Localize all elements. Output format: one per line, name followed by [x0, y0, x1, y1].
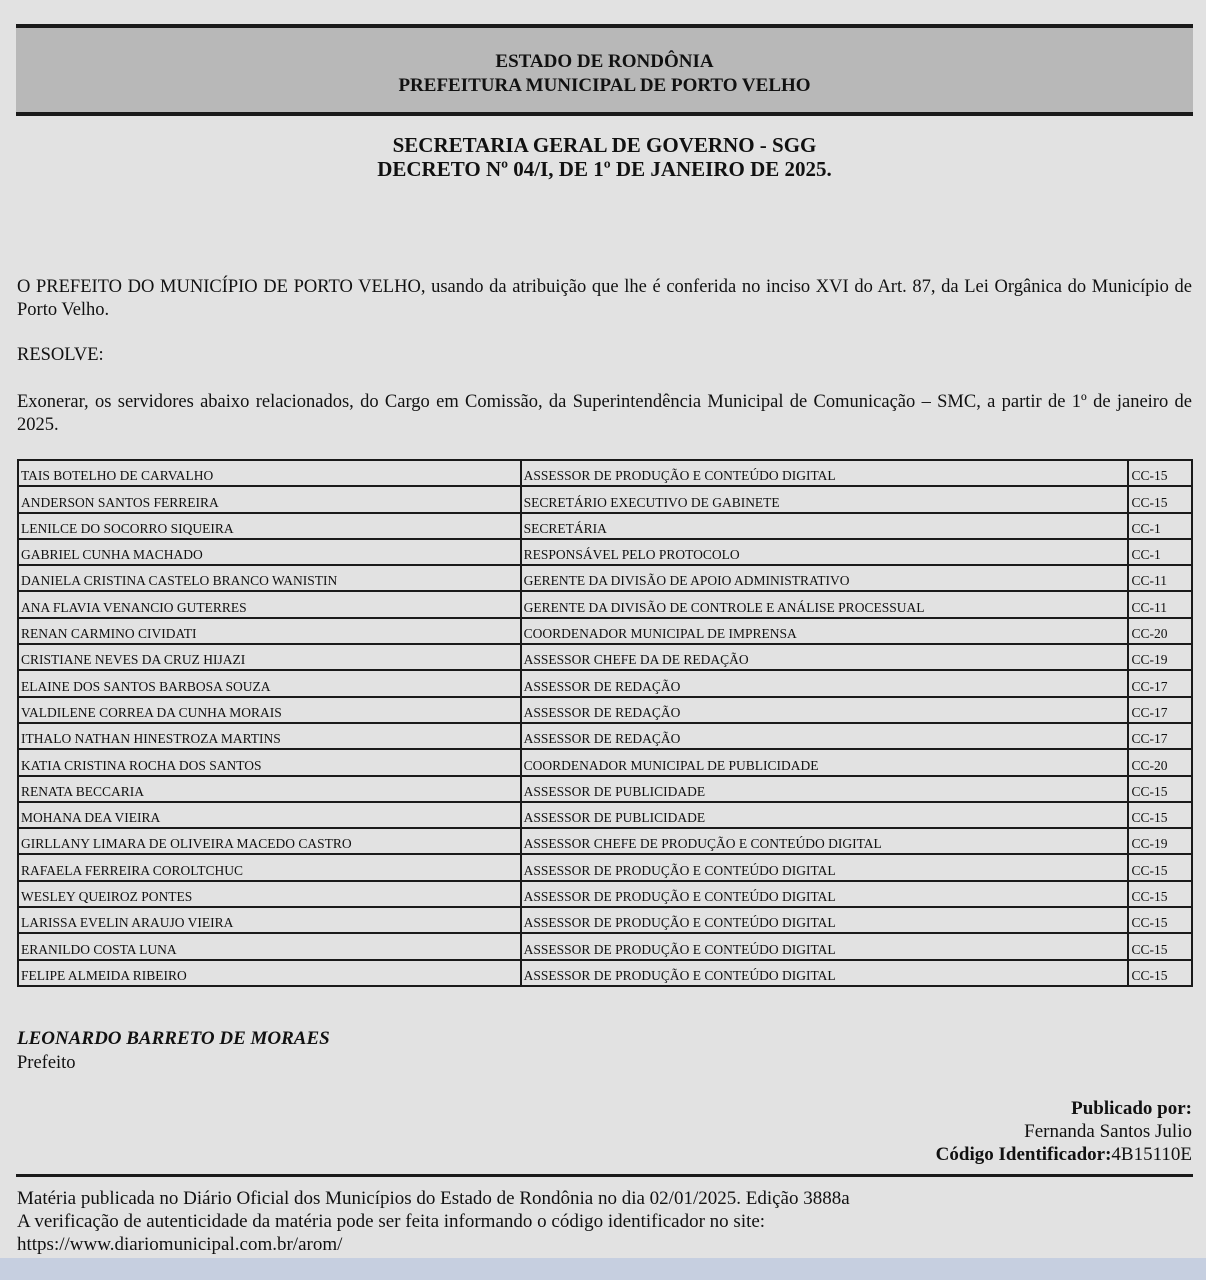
table-row	[18, 460, 1192, 486]
table-row	[18, 670, 1192, 696]
cc-level-cell: CC-20	[1128, 749, 1192, 775]
cc-level-cell: CC-20	[1128, 618, 1192, 644]
cargo-cell: ASSESSOR DE PRODUÇÃO E CONTEÚDO DIGITAL	[521, 960, 1129, 986]
table-row	[18, 618, 1192, 644]
servidor-name-cell: LENILCE DO SOCORRO SIQUEIRA	[18, 513, 521, 539]
servidor-name-cell: ITHALO NATHAN HINESTROZA MARTINS	[18, 723, 521, 749]
published-by-label: Publicado por:	[1071, 1098, 1192, 1119]
cc-level-cell: CC-15	[1128, 960, 1192, 986]
cargo-cell: ASSESSOR DE PRODUÇÃO E CONTEÚDO DIGITAL	[521, 854, 1129, 880]
bottom-strip	[0, 1258, 1206, 1280]
servidor-name-cell: TAIS BOTELHO DE CARVALHO	[18, 460, 521, 486]
title-decreto: DECRETO Nº 04/I, DE 1º DE JANEIRO DE 2025.	[377, 157, 832, 181]
cargo-cell: ASSESSOR CHEFE DA DE REDAÇÃO	[521, 644, 1129, 670]
table-row	[18, 881, 1192, 907]
cc-level-cell: CC-19	[1128, 644, 1192, 670]
table-row	[18, 854, 1192, 880]
cargo-cell: GERENTE DA DIVISÃO DE CONTROLE E ANÁLISE PROCESSUAL	[521, 591, 1129, 617]
servidor-name-cell: CRISTIANE NEVES DA CRUZ HIJAZI	[18, 644, 521, 670]
cargo-cell: ASSESSOR DE PUBLICIDADE	[521, 776, 1129, 802]
servidor-name-cell: RENAN CARMINO CIVIDATI	[18, 618, 521, 644]
servidor-name-cell: GIRLLANY LIMARA DE OLIVEIRA MACEDO CASTRO	[18, 828, 521, 854]
cc-level-cell: CC-11	[1128, 591, 1192, 617]
cargo-cell: ASSESSOR DE REDAÇÃO	[521, 670, 1129, 696]
table-row	[18, 802, 1192, 828]
cargo-cell: SECRETÁRIA	[521, 513, 1129, 539]
cc-level-cell: CC-15	[1128, 460, 1192, 486]
cargo-cell: ASSESSOR CHEFE DE PRODUÇÃO E CONTEÚDO DIGITAL	[521, 828, 1129, 854]
identifier-code: 4B15110E	[1111, 1144, 1192, 1165]
cc-level-cell: CC-19	[1128, 828, 1192, 854]
table-row	[18, 828, 1192, 854]
cargo-cell: ASSESSOR DE REDAÇÃO	[521, 697, 1129, 723]
document-header	[16, 24, 1193, 116]
servidor-name-cell: ERANILDO COSTA LUNA	[18, 933, 521, 959]
signer-role: Prefeito	[17, 1053, 76, 1073]
table-row	[18, 486, 1192, 512]
cc-level-cell: CC-17	[1128, 723, 1192, 749]
servidor-name-cell: ANDERSON SANTOS FERREIRA	[18, 486, 521, 512]
servidor-name-cell: FELIPE ALMEIDA RIBEIRO	[18, 960, 521, 986]
header-prefeitura: PREFEITURA MUNICIPAL DE PORTO VELHO	[398, 75, 811, 96]
table-row	[18, 539, 1192, 565]
resolve-heading: RESOLVE:	[17, 345, 104, 365]
cargo-cell: ASSESSOR DE REDAÇÃO	[521, 723, 1129, 749]
servidor-name-cell: MOHANA DEA VIEIRA	[18, 802, 521, 828]
servidor-name-cell: VALDILENE CORREA DA CUNHA MORAIS	[18, 697, 521, 723]
exonerar-paragraph: Exonerar, os servidores abaixo relacionados, do Cargo em Comissão, da Superintendência Municipal de Comunicação – SMC, a partir de 1º de janeiro de 2025.	[17, 392, 1192, 435]
servidor-name-cell: RAFAELA FERREIRA COROLTCHUC	[18, 854, 521, 880]
publication-footer	[17, 1187, 1192, 1256]
cc-level-cell: CC-17	[1128, 670, 1192, 696]
cargo-cell: COORDENADOR MUNICIPAL DE PUBLICIDADE	[521, 749, 1129, 775]
table-row	[18, 723, 1192, 749]
cargo-cell: ASSESSOR DE PRODUÇÃO E CONTEÚDO DIGITAL	[521, 881, 1129, 907]
table-row	[18, 749, 1192, 775]
servidor-name-cell: WESLEY QUEIROZ PONTES	[18, 881, 521, 907]
cargo-cell: ASSESSOR DE PUBLICIDADE	[521, 802, 1129, 828]
table-row	[18, 776, 1192, 802]
servidor-name-cell: ELAINE DOS SANTOS BARBOSA SOUZA	[18, 670, 521, 696]
cc-level-cell: CC-1	[1128, 539, 1192, 565]
identifier-label: Código Identificador:	[935, 1144, 1112, 1165]
servidor-name-cell: DANIELA CRISTINA CASTELO BRANCO WANISTIN	[18, 565, 521, 591]
title-secretaria: SECRETARIA GERAL DE GOVERNO - SGG	[392, 133, 817, 157]
cc-level-cell: CC-15	[1128, 776, 1192, 802]
servidor-name-cell: KATIA CRISTINA ROCHA DOS SANTOS	[18, 749, 521, 775]
table-row	[18, 907, 1192, 933]
table-row	[18, 933, 1192, 959]
servidores-table	[17, 459, 1193, 987]
servidor-name-cell: RENATA BECCARIA	[18, 776, 521, 802]
servidor-name-cell: GABRIEL CUNHA MACHADO	[18, 539, 521, 565]
publisher-name: Fernanda Santos Julio	[1024, 1121, 1192, 1142]
decree-title	[16, 133, 1193, 181]
preamble-paragraph: O PREFEITO DO MUNICÍPIO DE PORTO VELHO, usando da atribuição que lhe é conferida no inciso XVI do Art. 87, da Lei Orgânica do Município de Porto Velho.	[17, 277, 1192, 320]
cargo-cell: ASSESSOR DE PRODUÇÃO E CONTEÚDO DIGITAL	[521, 907, 1129, 933]
servidor-name-cell: LARISSA EVELIN ARAUJO VIEIRA	[18, 907, 521, 933]
signer-name: LEONARDO BARRETO DE MORAES	[17, 1028, 330, 1049]
table-row	[18, 513, 1192, 539]
cc-level-cell: CC-15	[1128, 802, 1192, 828]
table-row	[18, 960, 1192, 986]
cc-level-cell: CC-15	[1128, 486, 1192, 512]
footer-url[interactable]: https://www.diariomunicipal.com.br/arom/	[17, 1234, 343, 1255]
cargo-cell: ASSESSOR DE PRODUÇÃO E CONTEÚDO DIGITAL	[521, 933, 1129, 959]
cc-level-cell: CC-15	[1128, 933, 1192, 959]
cargo-cell: RESPONSÁVEL PELO PROTOCOLO	[521, 539, 1129, 565]
cc-level-cell: CC-17	[1128, 697, 1192, 723]
cc-level-cell: CC-11	[1128, 565, 1192, 591]
table-row	[18, 591, 1192, 617]
publication-block	[936, 1097, 1192, 1166]
cargo-cell: GERENTE DA DIVISÃO DE APOIO ADMINISTRATIVO	[521, 565, 1129, 591]
footer-divider	[16, 1174, 1193, 1177]
cc-level-cell: CC-15	[1128, 907, 1192, 933]
cc-level-cell: CC-15	[1128, 854, 1192, 880]
cargo-cell: COORDENADOR MUNICIPAL DE IMPRENSA	[521, 618, 1129, 644]
footer-edition: Matéria publicada no Diário Oficial dos Municípios do Estado de Rondônia no dia 02/01/2025. Edição 3888a	[17, 1188, 850, 1209]
cargo-cell: ASSESSOR DE PRODUÇÃO E CONTEÚDO DIGITAL	[521, 460, 1129, 486]
footer-verification: A verificação de autenticidade da matéria pode ser feita informando o código identificador no site:	[17, 1211, 766, 1232]
cc-level-cell: CC-1	[1128, 513, 1192, 539]
identifier-line	[936, 1143, 1192, 1166]
cargo-cell: SECRETÁRIO EXECUTIVO DE GABINETE	[521, 486, 1129, 512]
table-row	[18, 644, 1192, 670]
header-state: ESTADO DE RONDÔNIA	[495, 51, 714, 72]
servidor-name-cell: ANA FLAVIA VENANCIO GUTERRES	[18, 591, 521, 617]
table-row	[18, 565, 1192, 591]
cc-level-cell: CC-15	[1128, 881, 1192, 907]
table-row	[18, 697, 1192, 723]
